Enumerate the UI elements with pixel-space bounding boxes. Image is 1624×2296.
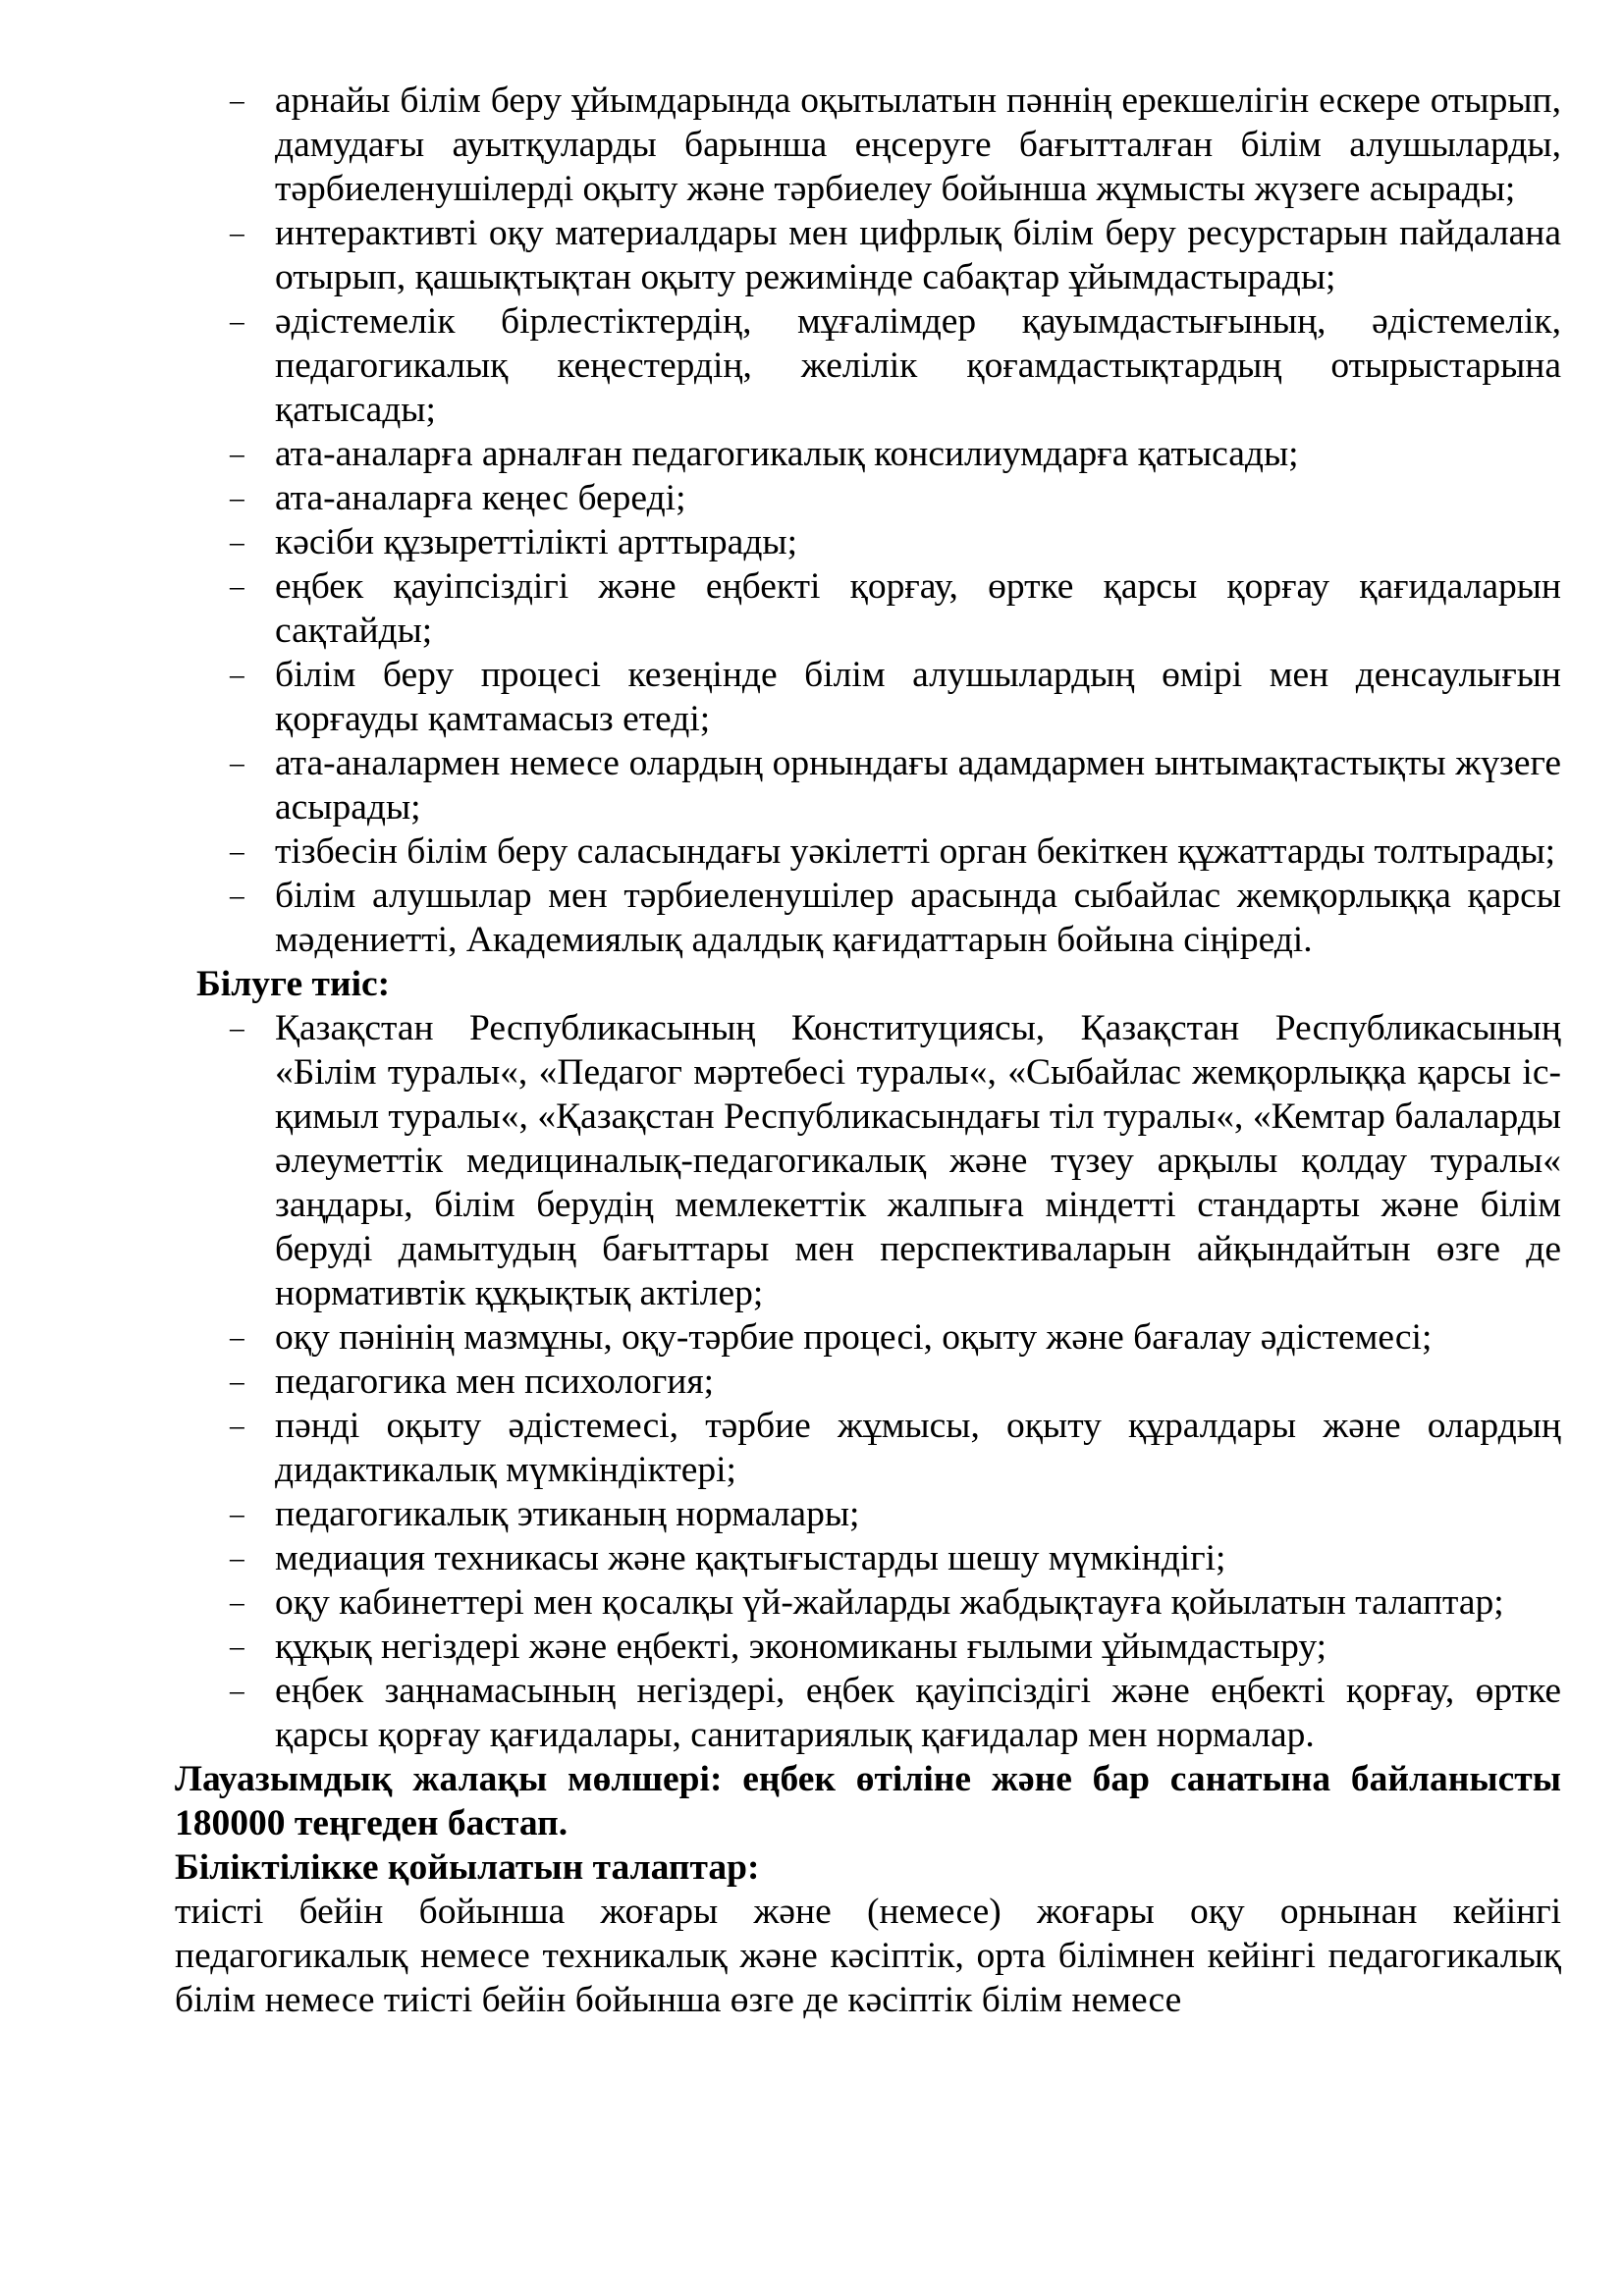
list-item-text: ата-аналармен немесе олардың орнындағы адамдармен ынтымақтастықты жүзеге асырады;: [275, 743, 1561, 828]
list-item: [228, 211, 1561, 299]
list-item-text: Қазақстан Республикасының Конституциясы, Қазақстан Республикасының «Білім туралы«, «Педагог мәртебесі туралы«, «Сыбайлас жемқорлыққа қарсы іс-қимыл туралы«, «Қазақстан Республикасындағы тіл туралы«, «Кемтар балаларды әлеуметтік медициналық-педагогикалық және түзеу арқылы қолдау туралы« заңдары, білім берудің мемлекеттік жалпыға міндетті стандарты және білім беруді дамытудың бағыттары мен перспективаларын айқындайтын өзге де нормативтік құқықтық актілер;: [275, 1008, 1561, 1313]
list-item: [228, 1404, 1561, 1492]
knowledge-list: [0, 1006, 1624, 1757]
dash-bullet-icon: –: [228, 1625, 246, 1668]
list-item-text: ата-аналарға кеңес береді;: [275, 478, 686, 518]
list-item: [228, 1360, 1561, 1404]
dash-bullet-icon: –: [228, 79, 246, 122]
dash-bullet-icon: –: [228, 520, 246, 563]
list-item: [228, 476, 1561, 520]
dash-bullet-icon: –: [228, 741, 246, 784]
list-item-text: еңбек заңнамасының негіздері, еңбек қауіпсіздігі және еңбекті қорғау, өртке қарсы қорғау қағидалары, санитариялық қағидалар мен нормалар.: [275, 1671, 1561, 1755]
list-item-text: педагогика мен психология;: [275, 1362, 715, 1402]
list-item-text: білім беру процесі кезеңінде білім алушылардың өмірі мен денсаулығын қорғауды қамтамасыз етеді;: [275, 655, 1561, 739]
list-item: [228, 829, 1561, 874]
dash-bullet-icon: –: [228, 829, 246, 873]
dash-bullet-icon: –: [228, 476, 246, 519]
list-item-text: құқық негіздері және еңбекті, экономиканы ғылыми ұйымдастыру;: [275, 1627, 1327, 1667]
list-item: [228, 1625, 1561, 1669]
list-item: [228, 79, 1561, 211]
requirements-heading: Біліктілікке қойылатын талаптар:: [175, 1847, 760, 1888]
list-item: [228, 1006, 1561, 1315]
list-item-text: тізбесін білім беру саласындағы уәкілетті орган бекіткен құжаттарды толтырады;: [275, 831, 1556, 872]
list-item: [228, 1669, 1561, 1757]
dash-bullet-icon: –: [228, 1360, 246, 1403]
list-item: [228, 1580, 1561, 1625]
list-item-text: еңбек қауіпсіздігі және еңбекті қорғау, өртке қарсы қорғау қағидаларын сақтайды;: [275, 566, 1561, 651]
list-item-text: кәсіби құзыреттілікті арттырады;: [275, 522, 798, 562]
requirements-paragraph: тиісті бейін бойынша жоғары және (немесе) жоғары оқу орнынан кейінгі педагогикалық немесе техникалық және кәсіптік, орта білімнен кейінгі педагогикалық білім немесе тиісті бейін бойынша өзге де кәсіптік білім немесе: [175, 1892, 1561, 2020]
dash-bullet-icon: –: [228, 299, 246, 343]
list-item: [228, 1315, 1561, 1360]
dash-bullet-icon: –: [228, 1580, 246, 1624]
dash-bullet-icon: –: [228, 1669, 246, 1712]
list-item-text: оқу кабинеттері мен қосалқы үй-жайларды жабдықтауға қойылатын талаптар;: [275, 1582, 1504, 1623]
list-item-text: арнайы білім беру ұйымдарында оқытылатын пәннің ерекшелігін ескере отырып, дамудағы ауытқуларды барынша еңсеруге бағытталған білім алушыларды, тәрбиеленушілерді оқыту және тәрбиелеу бойынша жұмысты жүзеге асырады;: [275, 80, 1561, 209]
list-item-text: пәнді оқыту әдістемесі, тәрбие жұмысы, оқыту құралдары және олардың дидактикалық мүмкіндіктері;: [275, 1406, 1561, 1490]
dash-bullet-icon: –: [228, 1315, 246, 1359]
list-item: [228, 564, 1561, 653]
list-item-text: медиация техникасы және қақтығыстарды шешу мүмкіндігі;: [275, 1538, 1226, 1578]
list-item: [228, 432, 1561, 476]
dash-bullet-icon: –: [228, 653, 246, 696]
list-item: [228, 1492, 1561, 1536]
dash-bullet-icon: –: [228, 1404, 246, 1447]
list-item: [228, 520, 1561, 564]
dash-bullet-icon: –: [228, 1492, 246, 1535]
must-know-heading: Білуге тиіс:: [196, 964, 391, 1004]
list-item: [228, 299, 1561, 432]
list-item: [228, 741, 1561, 829]
duties-list: [0, 79, 1624, 962]
list-item: [228, 874, 1561, 962]
dash-bullet-icon: –: [228, 211, 246, 254]
list-item: [228, 1536, 1561, 1580]
list-item-text: интерактивті оқу материалдары мен цифрлық білім беру ресурстарын пайдалана отырып, қашықтықтан оқыту режимінде сабақтар ұйымдастырады;: [275, 213, 1561, 297]
list-item-text: педагогикалық этиканың нормалары;: [275, 1494, 860, 1534]
list-item-text: ата-аналарға арналған педагогикалық консилиумдарға қатысады;: [275, 434, 1299, 474]
dash-bullet-icon: –: [228, 564, 246, 608]
list-item-text: білім алушылар мен тәрбиеленушілер арасында сыбайлас жемқорлыққа қарсы мәдениетті, Академиялық адалдық қағидаттарын бойына сіңіреді.: [275, 876, 1561, 960]
dash-bullet-icon: –: [228, 432, 246, 475]
salary-paragraph: Лауазымдық жалақы мөлшері: еңбек өтіліне және бар санатына байланысты 180000 теңгеден бастап.: [175, 1759, 1561, 1843]
list-item: [228, 653, 1561, 741]
dash-bullet-icon: –: [228, 1536, 246, 1579]
dash-bullet-icon: –: [228, 874, 246, 917]
list-item-text: оқу пәнінің мазмұны, оқу-тәрбие процесі, оқыту және бағалау әдістемесі;: [275, 1317, 1433, 1358]
list-item-text: әдістемелік бірлестіктердің, мұғалімдер қауымдастығының, әдістемелік, педагогикалық кеңестердің, желілік қоғамдастықтардың отырыстарына қатысады;: [275, 301, 1561, 430]
dash-bullet-icon: –: [228, 1006, 246, 1049]
